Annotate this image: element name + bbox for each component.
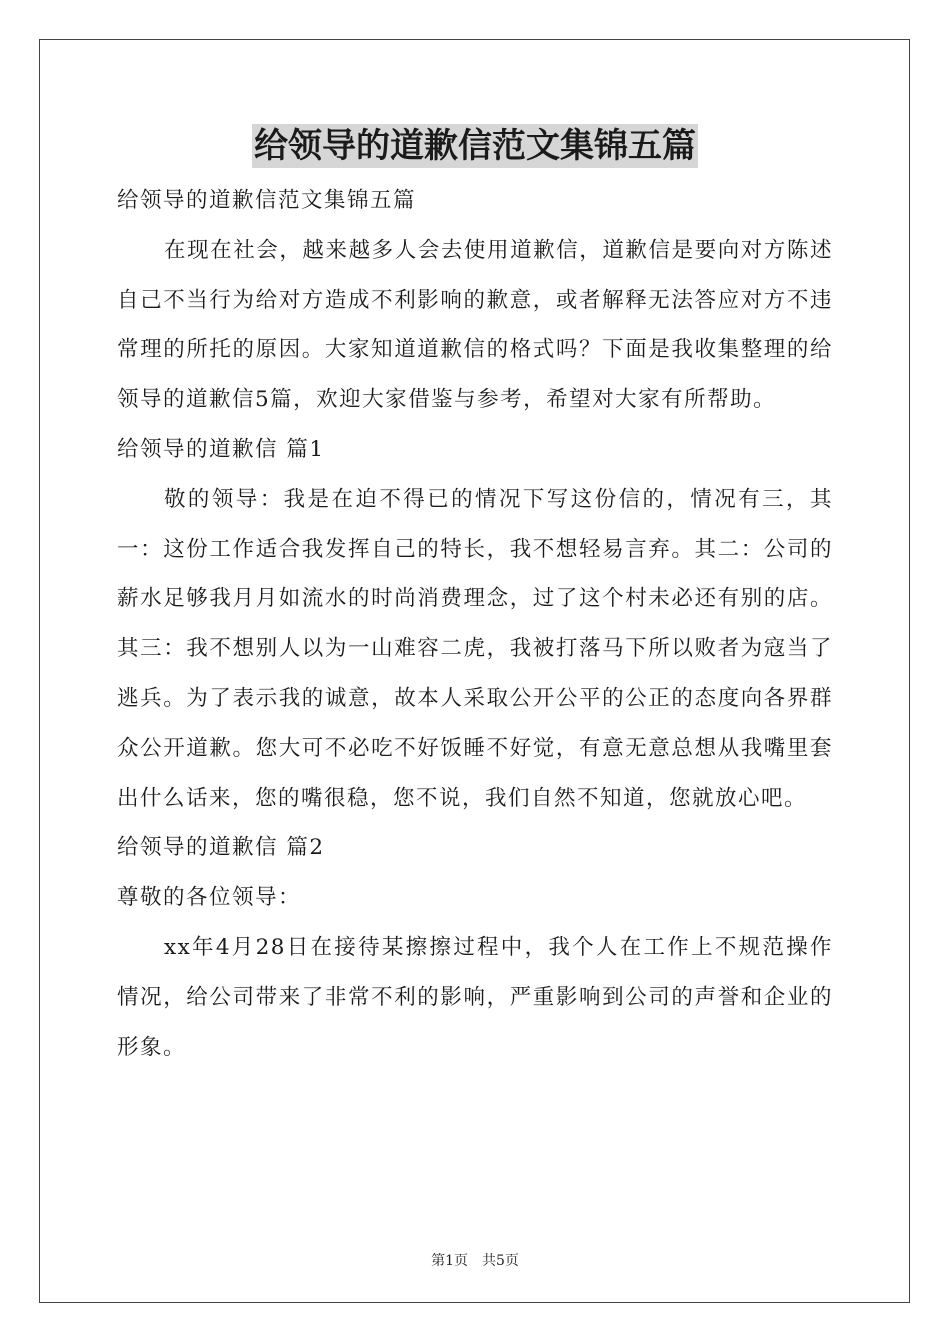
body-paragraph-3: 敬的领导：我是在迫不得已的情况下写这份信的，情况有三，其一：这份工作适合我发挥自己的特长，我不想轻易言弃。其二：公司的薪水足够我月月如流水的时尚消费理念，过了这个村未必还有别的店。其三：我不想别人以为一山难容二虎，我被打落马下所以败者为寇当了逃兵。为了表示我的诚意，故本人采取公开公平的公正的态度向各界群众公开道歉。您大可不必吃不好饭睡不好觉，有意无意总想从我嘴里套出什么话来，您的嘴很稳，您不说，我们自然不知道，您就放心吧。 bbox=[117, 486, 833, 811]
section-heading-1: 给领导的道歉信 篇1 bbox=[117, 436, 325, 462]
document-body bbox=[117, 176, 833, 1072]
page-footer bbox=[0, 1250, 950, 1270]
page-total: 共5页 bbox=[482, 1253, 519, 1269]
section-heading-2: 给领导的道歉信 篇2 bbox=[117, 835, 325, 861]
body-paragraph-6: xx年4月28日在接待某擦擦过程中，我个人在工作上不规范操作情况，给公司带来了非常不利的影响，严重影响到公司的声誉和企业的形象。 bbox=[117, 934, 833, 1060]
salutation: 尊敬的各位领导： bbox=[117, 885, 302, 911]
document-title bbox=[0, 124, 950, 168]
document-title-text: 给领导的道歉信范文集锦五篇 bbox=[254, 126, 696, 166]
page-number: 第1页 bbox=[431, 1253, 468, 1269]
body-paragraph-1: 在现在社会，越来越多人会去使用道歉信，道歉信是要向对方陈述自己不当行为给对方造成不利影响的歉意，或者解释无法答应对方不违常理的所托的原因。大家知道道歉信的格式吗？下面是我收集整理的给领导的道歉信5篇，欢迎大家借鉴与参考，希望对大家有所帮助。 bbox=[117, 237, 833, 413]
body-paragraph-0: 给领导的道歉信范文集锦五篇 bbox=[117, 188, 417, 213]
